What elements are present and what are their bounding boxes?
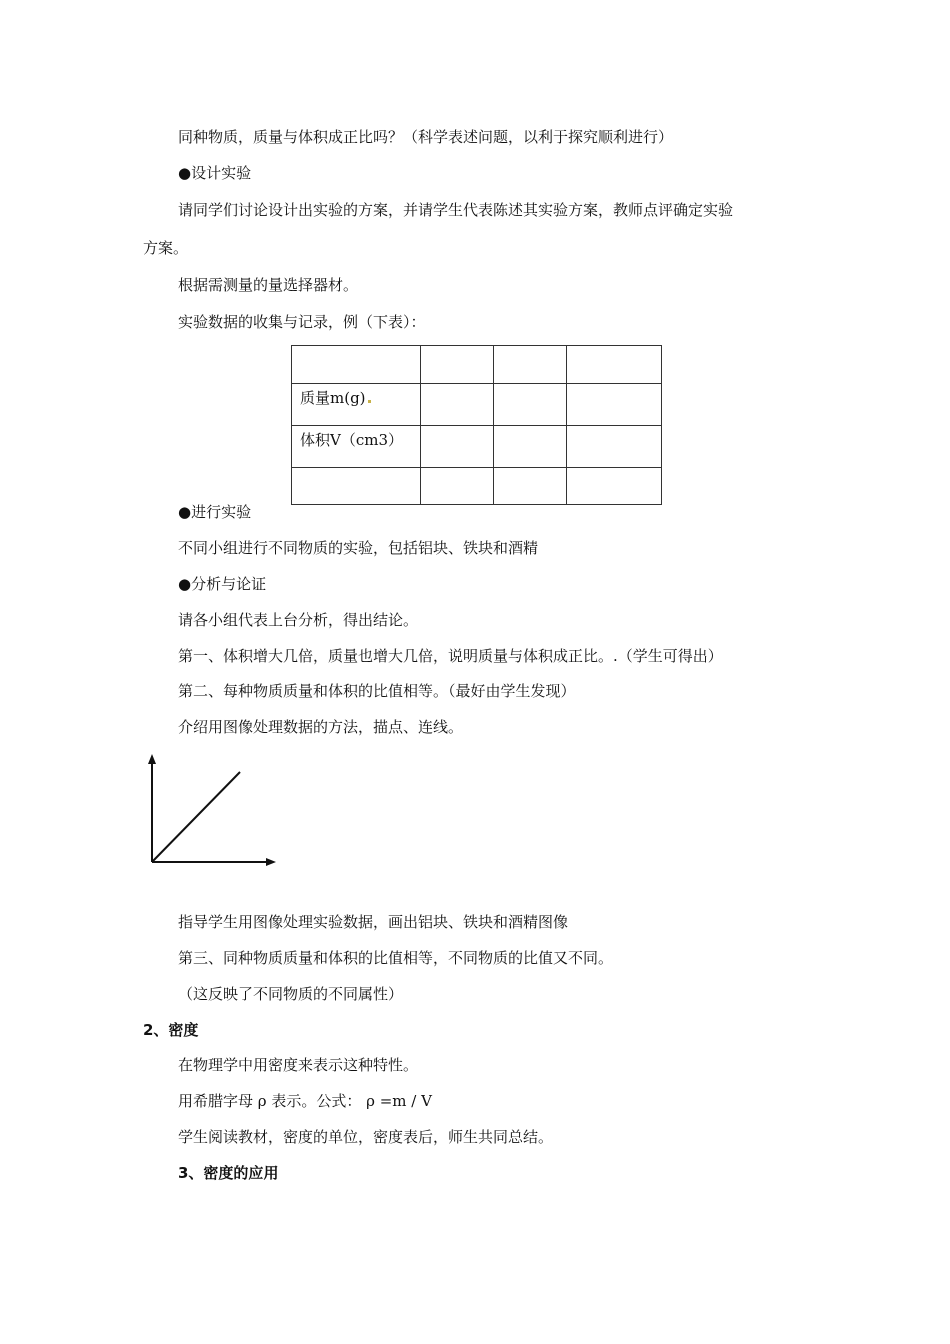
table-cell [292,346,421,384]
mass-label: 质量m(g) [300,389,366,407]
y-axis-arrow-icon [148,754,156,764]
analysis-line: 请各小组代表上台分析，得出结论。 [178,611,419,629]
table-cell [494,384,567,426]
design-paragraph: 请同学们讨论设计出实验的方案，并请学生代表陈述其实验方案，教师点评确定实验 [178,201,734,219]
graph-method-line: 介绍用图像处理数据的方法，描点、连线。 [178,718,464,736]
design-heading: ●设计实验 [178,164,252,182]
x-axis-arrow-icon [266,858,276,866]
table-cell [567,468,662,505]
density-formula: 用希腊字母 ρ 表示。公式： ρ =m / V [178,1092,432,1110]
table-cell [567,384,662,426]
reading-line: 学生阅读教材，密度的单位，密度表后，师生共同总结。 [178,1128,554,1146]
table-cell [421,384,494,426]
experiment-line: 不同小组进行不同物质的实验，包括铝块、铁块和酒精 [178,539,539,557]
experiment-heading: ●进行实验 [178,503,252,521]
property-note: （这反映了不同物质的不同属性） [178,985,404,1003]
conclusion-first: 第一、体积增大几倍，质量也增大几倍，说明质量与体积成正比。.（学生可得出） [178,647,723,665]
table-cell [421,426,494,468]
table-cell [494,346,567,384]
proportional-line [152,772,240,862]
table-cell [567,346,662,384]
table-cell-volume [292,426,421,468]
analysis-heading: ●分析与论证 [178,575,267,593]
data-table [291,345,662,505]
volume-label: 体积V（cm3） [300,431,404,449]
table-cell [494,426,567,468]
question-line: 同种物质，质量与体积成正比吗？（科学表述问题，以利于探究顺利进行） [178,128,674,146]
table-row [292,346,662,384]
table-cell [421,346,494,384]
guidance-line: 指导学生用图像处理实验数据，画出铝块、铁块和酒精图像 [178,913,569,931]
table-cell [567,426,662,468]
section-2-heading: 2、密度 [143,1021,199,1039]
data-record-line: 实验数据的收集与记录，例（下表）： [178,313,426,331]
table-cell [292,468,421,505]
table-row [292,468,662,505]
conclusion-third: 第三、同种物质质量和体积的比值相等，不同物质的比值又不同。 [178,949,614,967]
conclusion-second: 第二、每种物质质量和体积的比值相等。（最好由学生发现） [178,682,576,700]
proportional-graph [140,750,280,875]
table-row [292,426,662,468]
table-cell-mass [292,384,421,426]
table-cell [494,468,567,505]
table-cell [421,468,494,505]
design-paragraph-cont: 方案。 [143,239,189,257]
equipment-line: 根据需测量的量选择器材。 [178,276,359,294]
section-3-heading: 3、密度的应用 [178,1164,279,1182]
density-definition: 在物理学中用密度来表示这种特性。 [178,1056,419,1074]
table-row [292,384,662,426]
highlight-dot [368,400,371,403]
